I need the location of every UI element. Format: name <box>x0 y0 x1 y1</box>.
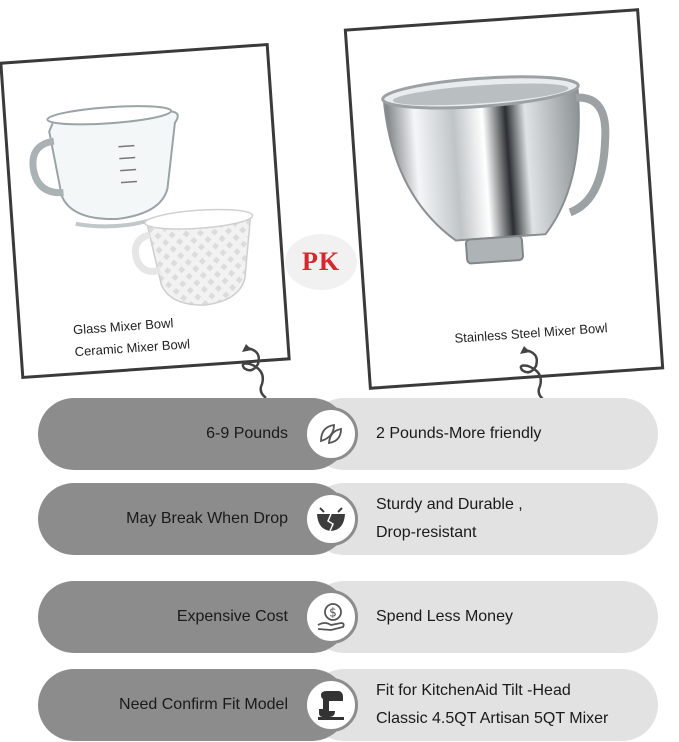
broken-bowl-icon <box>304 492 358 546</box>
right-text <box>376 581 513 653</box>
right-text-line-1: Spend Less Money <box>376 608 513 625</box>
right-text-line-2: Classic 4.5QT Artisan 5QT Mixer <box>376 710 609 727</box>
stainless-bowl-card <box>344 8 665 390</box>
left-text: Expensive Cost <box>176 608 288 625</box>
pill-right <box>308 581 658 653</box>
pk-badge-text: PK <box>301 247 341 276</box>
right-text-line-1: Fit for KitchenAid Tilt -Head <box>376 682 571 699</box>
pill-left <box>38 669 348 741</box>
pill-right <box>308 483 658 555</box>
ceramic-bowl-label: Ceramic Mixer Bowl <box>74 336 191 360</box>
glass-bowl-label: Glass Mixer Bowl <box>72 315 174 338</box>
right-text <box>376 483 523 555</box>
right-text <box>376 669 608 741</box>
ceramic-bowl-image <box>128 196 275 315</box>
stainless-bowl-image <box>364 59 629 296</box>
left-text: May Break When Drop <box>126 510 288 527</box>
stand-mixer-icon <box>304 678 358 732</box>
right-text-line-1: Sturdy and Durable , <box>376 496 523 513</box>
glass-ceramic-bowl-card <box>0 43 291 379</box>
right-text-line-2: Drop-resistant <box>376 524 477 541</box>
svg-text:$: $ <box>329 605 337 620</box>
squiggle-arrow-icon-right <box>510 342 560 402</box>
right-text <box>376 398 541 470</box>
left-text: 6-9 Pounds <box>206 425 288 442</box>
pill-left <box>38 398 348 470</box>
leaf-icon <box>304 407 358 461</box>
comparison-row-durability <box>38 483 658 555</box>
pill-left <box>38 483 348 555</box>
comparison-row-weight <box>38 398 658 470</box>
pill-right <box>308 398 658 470</box>
dollar-hand-icon <box>304 590 358 644</box>
pk-badge <box>285 234 357 290</box>
comparison-row-fit <box>38 669 658 741</box>
pill-right <box>308 669 658 741</box>
right-text-line-1: 2 Pounds-More friendly <box>376 425 542 442</box>
comparison-row-cost <box>38 581 658 653</box>
left-text: Need Confirm Fit Model <box>119 696 288 713</box>
squiggle-arrow-icon-left <box>232 340 282 400</box>
stainless-bowl-label: Stainless Steel Mixer Bowl <box>454 320 608 346</box>
pill-left <box>38 581 348 653</box>
